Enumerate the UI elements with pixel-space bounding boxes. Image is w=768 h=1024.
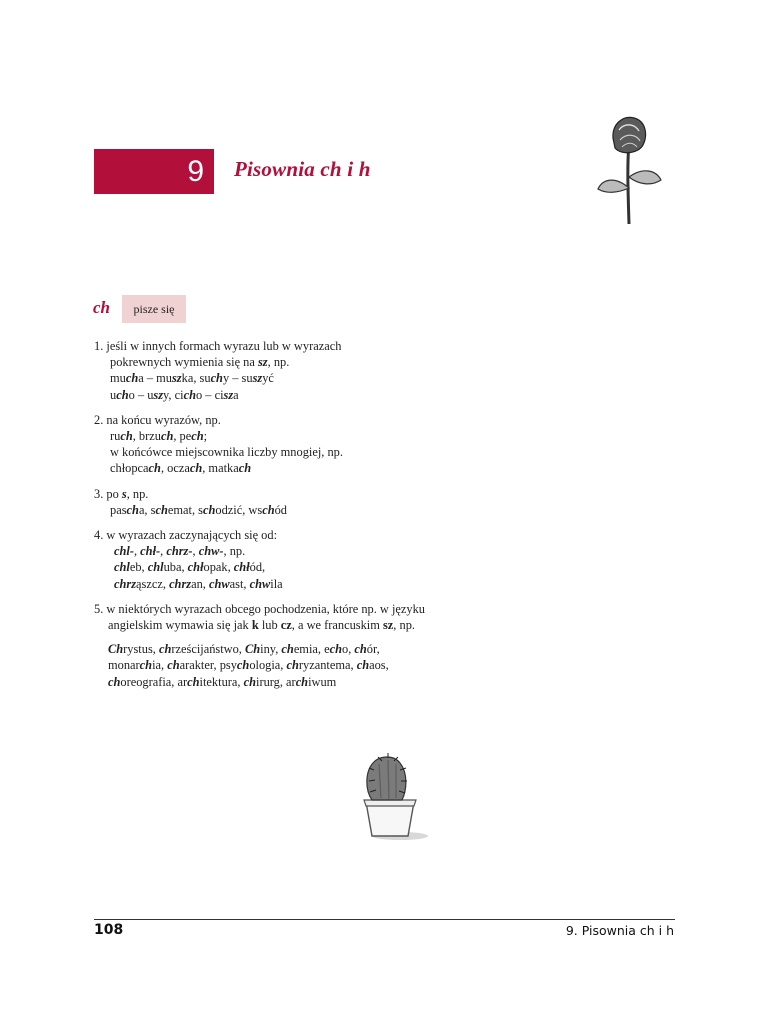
section-tag: pisze się bbox=[122, 295, 186, 323]
rule-item bbox=[94, 338, 654, 403]
rule-text: lub bbox=[258, 618, 281, 633]
rule-text: 2. na końcu wyrazów, np. bbox=[94, 412, 221, 427]
highlighted-letters: ch bbox=[236, 658, 250, 673]
rule-text: 5. w niektórych wyrazach obcego pochodzenia, które np. w języku bbox=[94, 601, 425, 616]
rule-line bbox=[94, 674, 654, 690]
highlighted-letters: chl bbox=[114, 560, 130, 575]
rule-text: eb, bbox=[129, 560, 148, 575]
highlighted-letters: ch bbox=[126, 502, 139, 517]
rule-line bbox=[94, 601, 654, 617]
rule-text: ód bbox=[274, 502, 287, 517]
highlighted-letters: chł- bbox=[140, 544, 161, 559]
rule-text: mu bbox=[110, 371, 126, 386]
rule-text: aos, bbox=[369, 658, 389, 673]
highlighted-letters: sz bbox=[153, 387, 164, 402]
highlighted-letters: ch bbox=[238, 461, 252, 476]
highlighted-letters: chl bbox=[147, 560, 164, 575]
rule-line bbox=[94, 370, 654, 386]
rule-text: , a we francuskim bbox=[291, 618, 383, 633]
rule-text: rześcijaństwo, bbox=[171, 642, 246, 657]
highlighted-letters: ch bbox=[189, 461, 203, 476]
rule-line bbox=[94, 428, 654, 444]
rule-text: monar bbox=[108, 658, 140, 673]
rule-text: iny, bbox=[260, 642, 282, 657]
rule-line bbox=[94, 657, 654, 673]
highlighted-letters: ch bbox=[155, 502, 168, 517]
rule-text: ru bbox=[110, 429, 121, 444]
highlighted-letters: ch bbox=[139, 658, 153, 673]
rule-text: oreografia, ar bbox=[120, 674, 188, 689]
rule-item bbox=[94, 412, 654, 477]
highlighted-letters: ch bbox=[202, 502, 216, 517]
rule-text: , matka bbox=[202, 461, 239, 476]
rule-line bbox=[94, 387, 654, 403]
rule-text: a – mu bbox=[138, 371, 172, 386]
highlighted-letters: chrz bbox=[169, 576, 192, 591]
highlighted-letters: ch bbox=[262, 502, 275, 517]
highlighted-letters: sz bbox=[257, 355, 268, 370]
rule-text: , bbox=[192, 544, 199, 559]
rule-text: chłopca bbox=[110, 461, 149, 476]
highlighted-letters: ch bbox=[108, 674, 121, 689]
highlighted-letters: sz bbox=[171, 371, 182, 386]
rule-line bbox=[94, 576, 654, 592]
highlighted-letters: chrz- bbox=[166, 544, 193, 559]
rule-text: a bbox=[233, 387, 239, 402]
rule-text: 4. w wyrazach zaczynających się od: bbox=[94, 528, 278, 543]
highlighted-letters: chw- bbox=[198, 544, 224, 559]
highlighted-letters: ch bbox=[160, 429, 174, 444]
cactus-icon bbox=[354, 750, 432, 842]
rule-line bbox=[94, 617, 654, 633]
highlighted-letters: chw bbox=[209, 576, 230, 591]
rule-text: u bbox=[110, 387, 117, 402]
rule-text: , np. bbox=[393, 618, 415, 633]
rule-text: 3. po bbox=[94, 486, 122, 501]
rule-text: irurg, ar bbox=[256, 674, 296, 689]
rule-line bbox=[94, 354, 654, 370]
rule-text: , np. bbox=[267, 355, 290, 370]
rule-line bbox=[94, 559, 654, 575]
rule-text: ast, bbox=[229, 576, 250, 591]
highlighted-letters: chł bbox=[233, 560, 250, 575]
rule-line bbox=[94, 543, 654, 559]
highlighted-letters: ch bbox=[183, 387, 196, 402]
rule-text: , np. bbox=[223, 544, 246, 559]
rule-text: uba, bbox=[163, 560, 188, 575]
highlighted-letters: ch bbox=[329, 642, 342, 657]
rule-text: iwum bbox=[308, 674, 337, 689]
highlighted-letters: Ch bbox=[245, 642, 261, 657]
highlighted-letters: chł bbox=[187, 560, 204, 575]
rule-text: ryzantema, bbox=[298, 658, 357, 673]
highlighted-letters: chw bbox=[249, 576, 271, 591]
rule-line bbox=[94, 412, 654, 428]
highlighted-letters: ch bbox=[191, 429, 204, 444]
rule-text: ór, bbox=[366, 642, 380, 657]
chapter-title: Pisownia ch i h bbox=[234, 157, 371, 181]
rule-text: , brzu bbox=[132, 429, 161, 444]
rule-item bbox=[94, 527, 654, 592]
highlighted-letters: ch bbox=[243, 674, 256, 689]
rule-line bbox=[94, 502, 654, 518]
rule-text: yć bbox=[262, 371, 274, 386]
highlighted-letters: chrz bbox=[114, 576, 137, 591]
bold-letters: sz bbox=[382, 618, 394, 633]
rule-text: ologia, bbox=[249, 658, 287, 673]
rule-item bbox=[94, 601, 654, 690]
highlighted-letters: sz bbox=[252, 371, 263, 386]
highlighted-letters: ch bbox=[286, 658, 299, 673]
highlighted-letters: sz bbox=[223, 387, 234, 402]
rule-text: emia, e bbox=[293, 642, 330, 657]
rule-line bbox=[94, 338, 654, 354]
highlighted-letters: ch bbox=[354, 642, 367, 657]
highlighted-letters: ch bbox=[148, 461, 161, 476]
rule-text: o – u bbox=[128, 387, 154, 402]
highlighted-letters: ch bbox=[187, 674, 200, 689]
rule-text: emat, s bbox=[167, 502, 203, 517]
rule-text: ka, su bbox=[181, 371, 211, 386]
footer-divider bbox=[94, 919, 675, 920]
rule-line bbox=[94, 527, 654, 543]
rule-text: pas bbox=[110, 502, 127, 517]
highlighted-letters: ch bbox=[210, 371, 223, 386]
highlighted-letters: chl- bbox=[114, 544, 134, 559]
rule-text: w końcówce miejscownika liczby mnogiej, np. bbox=[110, 445, 343, 460]
rule-line bbox=[94, 460, 654, 476]
rule-line bbox=[94, 444, 654, 460]
highlighted-letters: s bbox=[121, 486, 127, 501]
rule-text: , bbox=[133, 544, 141, 559]
rule-text: a, s bbox=[138, 502, 156, 517]
highlighted-letters: ch bbox=[120, 429, 133, 444]
highlighted-letters: ch bbox=[116, 387, 129, 402]
rule-text: odzić, ws bbox=[215, 502, 263, 517]
rule-text: o – ci bbox=[195, 387, 224, 402]
highlighted-letters: ch bbox=[125, 371, 139, 386]
highlighted-letters: ch bbox=[356, 658, 370, 673]
rule-text: ila bbox=[270, 576, 283, 591]
rule-text: angielskim wymawia się jak bbox=[108, 618, 252, 633]
highlighted-letters: ch bbox=[167, 658, 180, 673]
rule-text: y, ci bbox=[163, 387, 184, 402]
rule-text: pokrewnych wymienia się na bbox=[110, 355, 258, 370]
section-label: ch bbox=[93, 298, 110, 317]
rule-text: , np. bbox=[126, 486, 149, 501]
highlighted-letters: ch bbox=[295, 674, 309, 689]
chapter-number: 9 bbox=[94, 149, 214, 194]
rule-text: 1. jeśli w innych formach wyrazu lub w wyrazach bbox=[94, 339, 342, 353]
rule-text: ód, bbox=[249, 560, 266, 575]
rule-text: opak, bbox=[203, 560, 234, 575]
bold-letters: k bbox=[251, 618, 259, 633]
highlighted-letters: Ch bbox=[108, 642, 124, 657]
rule-spacer bbox=[94, 633, 654, 641]
rule-text: o, bbox=[342, 642, 355, 657]
rule-text: , ocza bbox=[160, 461, 190, 476]
rule-text: arakter, psy bbox=[179, 658, 237, 673]
highlighted-letters: ch bbox=[281, 642, 294, 657]
running-head: 9. Pisownia ch i h bbox=[565, 923, 674, 938]
rose-icon bbox=[594, 112, 664, 230]
rule-item bbox=[94, 486, 654, 518]
rule-text: ; bbox=[203, 429, 208, 444]
rule-text: ia, bbox=[152, 658, 168, 673]
rules-list bbox=[94, 338, 654, 699]
rule-text: , pe bbox=[173, 429, 192, 444]
rule-line bbox=[94, 486, 654, 502]
rule-text: rystus, bbox=[123, 642, 159, 657]
rule-text: itektura, bbox=[199, 674, 244, 689]
rule-text: an, bbox=[191, 576, 209, 591]
highlighted-letters: ch bbox=[158, 642, 172, 657]
bold-letters: cz bbox=[280, 618, 292, 633]
page-number: 108 bbox=[94, 922, 124, 938]
rule-text: , bbox=[160, 544, 167, 559]
rule-text: ąszcz, bbox=[136, 576, 170, 591]
rule-line bbox=[94, 641, 654, 657]
rule-text: y – su bbox=[222, 371, 253, 386]
